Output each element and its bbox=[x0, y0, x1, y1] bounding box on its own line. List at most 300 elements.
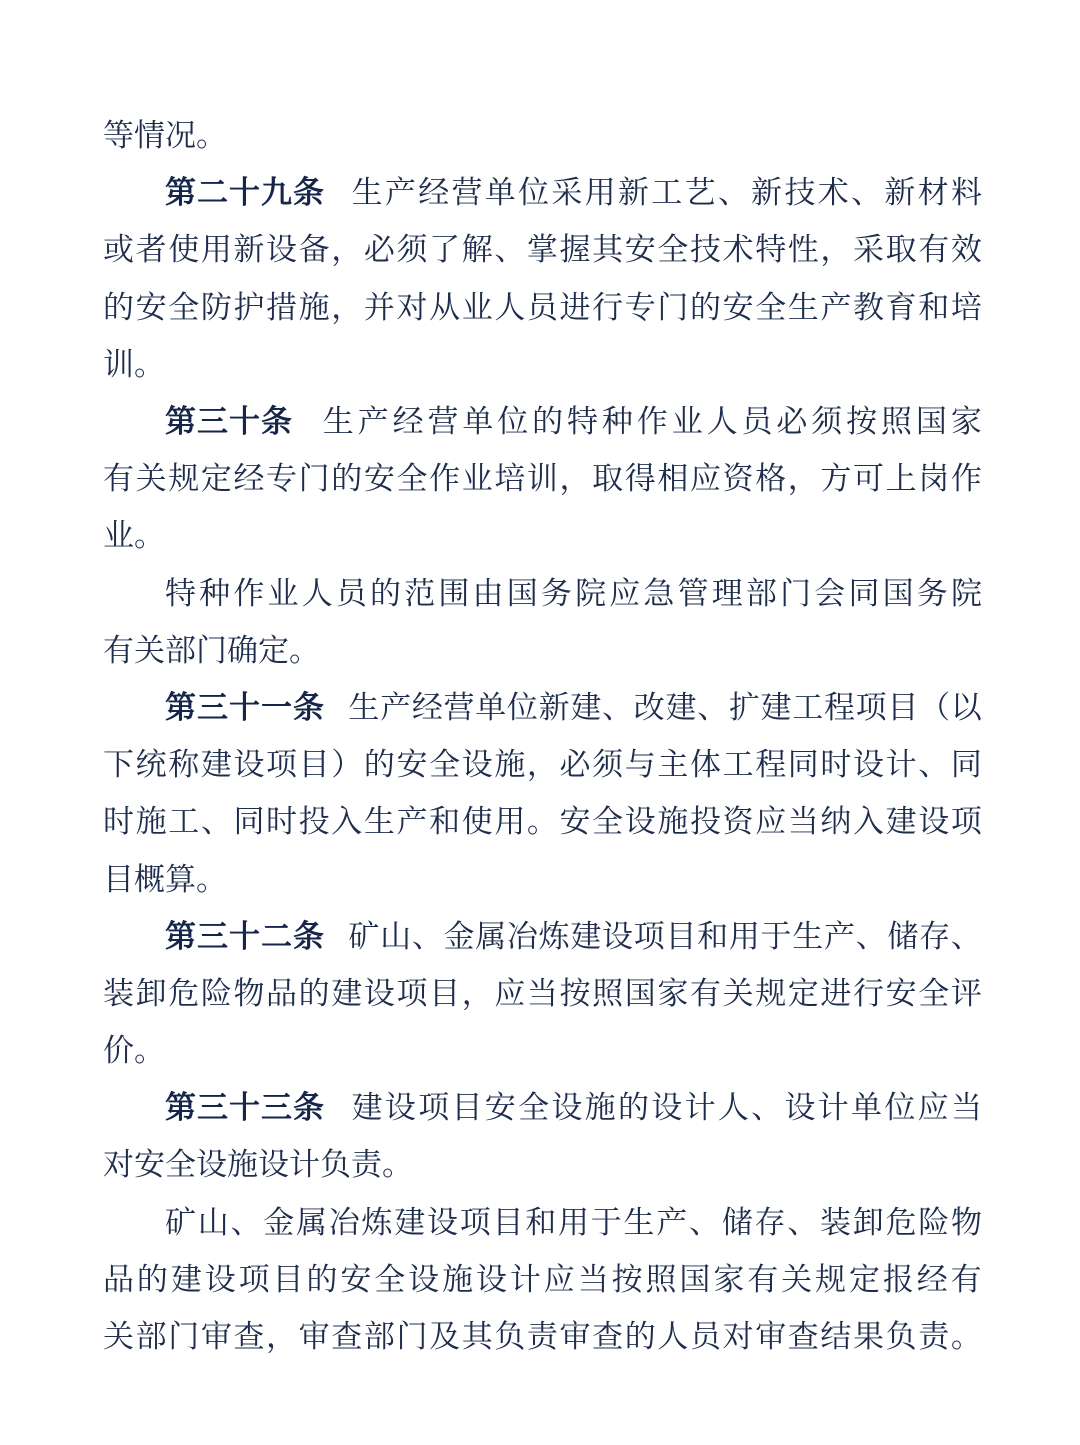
text-char: 、 bbox=[602, 689, 634, 725]
text-char: 效 bbox=[950, 232, 982, 268]
text-line bbox=[103, 447, 982, 504]
text-line bbox=[103, 104, 982, 161]
text-line bbox=[103, 390, 982, 447]
text-char: 计 bbox=[684, 1090, 716, 1126]
text-char: 从 bbox=[429, 289, 461, 325]
text-char: 人 bbox=[494, 289, 526, 325]
text-char: 、 bbox=[200, 804, 232, 840]
text-char: 属 bbox=[475, 918, 507, 954]
text-char: 施 bbox=[298, 289, 330, 325]
text-char: 建 bbox=[170, 1261, 202, 1297]
text-char: 专 bbox=[624, 289, 656, 325]
article-number: 第三十三条 bbox=[165, 1090, 325, 1126]
text-char: 术 bbox=[817, 175, 849, 211]
text-char: 建 bbox=[760, 689, 792, 725]
text-char: 体 bbox=[689, 747, 721, 783]
text-run: 价。 bbox=[103, 1033, 165, 1069]
text-char: 同 bbox=[787, 747, 819, 783]
text-char: 生 bbox=[351, 175, 383, 211]
text-char: 施 bbox=[494, 747, 526, 783]
text-char: 产 bbox=[823, 918, 855, 954]
text-line bbox=[103, 1133, 982, 1190]
text-char: 时 bbox=[820, 747, 852, 783]
text-char: 业 bbox=[267, 575, 299, 611]
text-char: 门 bbox=[298, 461, 330, 497]
text-char: 全 bbox=[396, 461, 428, 497]
text-char: 项 bbox=[950, 804, 982, 840]
text-char: 生 bbox=[363, 804, 395, 840]
text-char: 金 bbox=[443, 918, 475, 954]
text-char: 结 bbox=[820, 1319, 852, 1355]
text-char: 建 bbox=[200, 747, 232, 783]
text-char: 计 bbox=[885, 747, 917, 783]
text-char: 务 bbox=[916, 575, 948, 611]
text-char: 施 bbox=[442, 1261, 474, 1297]
text-char: ， bbox=[820, 232, 852, 268]
article-number: 第三十一条 bbox=[165, 689, 325, 725]
text-char: 的 bbox=[306, 1261, 338, 1297]
text-char: 家 bbox=[713, 1261, 745, 1297]
text-char: 采 bbox=[853, 232, 885, 268]
text-char: 项 bbox=[633, 918, 665, 954]
text-char: 项 bbox=[459, 1204, 491, 1240]
text-char: 项 bbox=[396, 975, 428, 1011]
text-char: 国 bbox=[679, 1261, 711, 1297]
text-char: 设 bbox=[204, 1261, 236, 1297]
text-line bbox=[103, 905, 982, 962]
text-char: 安 bbox=[340, 1261, 372, 1297]
text-char: 、 bbox=[697, 689, 729, 725]
text-char: 时 bbox=[266, 804, 298, 840]
text-char: 经 bbox=[392, 404, 424, 440]
text-char: 设 bbox=[461, 747, 493, 783]
text-char: 上 bbox=[885, 461, 917, 497]
text-char: 解 bbox=[461, 232, 493, 268]
text-char: 、 bbox=[751, 1090, 783, 1126]
text-char: 、 bbox=[494, 232, 526, 268]
text-char: 。 bbox=[526, 804, 558, 840]
text-char: 项 bbox=[855, 689, 887, 725]
text-char: 员 bbox=[335, 575, 367, 611]
text-char: 掌 bbox=[526, 232, 558, 268]
text-char: 相 bbox=[657, 461, 689, 497]
text-char: 训 bbox=[526, 461, 558, 497]
text-char: 和 bbox=[918, 289, 950, 325]
text-char: 查 bbox=[592, 1319, 624, 1355]
text-char: 业 bbox=[461, 461, 493, 497]
text-char: 及 bbox=[429, 1319, 461, 1355]
text-char: 改 bbox=[633, 689, 665, 725]
text-char: 查 bbox=[233, 1319, 265, 1355]
text-char: 作 bbox=[429, 461, 461, 497]
text-char: 下 bbox=[103, 747, 134, 783]
text-char: 须 bbox=[396, 232, 428, 268]
text-char: 查 bbox=[331, 1319, 363, 1355]
text-char: 时 bbox=[103, 804, 134, 840]
text-char: 施 bbox=[657, 804, 689, 840]
text-char: 位 bbox=[518, 175, 550, 211]
text-char: 项 bbox=[238, 1261, 270, 1297]
text-char: 物 bbox=[233, 975, 265, 1011]
text-char: 安 bbox=[396, 747, 428, 783]
text-char: 称 bbox=[168, 747, 200, 783]
text-char: 的 bbox=[689, 289, 721, 325]
text-char: 培 bbox=[950, 289, 982, 325]
text-char: 山 bbox=[380, 918, 412, 954]
article-number: 第二十九条 bbox=[165, 175, 325, 211]
text-char: ， bbox=[526, 747, 558, 783]
text-char: 设 bbox=[853, 747, 885, 783]
text-char: 生 bbox=[623, 1204, 655, 1240]
text-char: 产 bbox=[357, 404, 389, 440]
text-char: 经 bbox=[411, 689, 443, 725]
text-char: 应 bbox=[494, 975, 526, 1011]
text-char: 照 bbox=[645, 1261, 677, 1297]
text-char: 新 bbox=[233, 232, 265, 268]
text-char: 应 bbox=[609, 575, 641, 611]
text-line bbox=[103, 504, 982, 561]
text-char: 应 bbox=[755, 804, 787, 840]
text-char: 对 bbox=[396, 289, 428, 325]
text-char: 务 bbox=[540, 575, 572, 611]
text-char: 家 bbox=[657, 975, 689, 1011]
text-char: 金 bbox=[263, 1204, 295, 1240]
text-char: 作 bbox=[636, 404, 668, 440]
text-char: 措 bbox=[266, 289, 298, 325]
text-char: 人 bbox=[301, 575, 333, 611]
text-char: 经 bbox=[916, 1261, 948, 1297]
text-char: 性 bbox=[787, 232, 819, 268]
text-line bbox=[103, 562, 982, 619]
text-char: 危 bbox=[885, 1204, 917, 1240]
text-char: 险 bbox=[918, 1204, 950, 1240]
text-char: 必 bbox=[776, 404, 808, 440]
text-char: 入 bbox=[853, 804, 885, 840]
text-line bbox=[103, 847, 982, 904]
text-char: 有 bbox=[747, 1261, 779, 1297]
text-char: 计 bbox=[509, 1261, 541, 1297]
text-char: 装 bbox=[103, 975, 134, 1011]
text-char: 扩 bbox=[728, 689, 760, 725]
text-char: 、 bbox=[717, 175, 749, 211]
text-char: 定 bbox=[848, 1261, 880, 1297]
text-char: 建 bbox=[570, 918, 602, 954]
text-char: 其 bbox=[592, 232, 624, 268]
text-line bbox=[103, 1305, 982, 1362]
text-char: 门 bbox=[168, 1319, 200, 1355]
text-run: 目概算。 bbox=[103, 861, 227, 897]
text-char: 安 bbox=[363, 461, 395, 497]
text-char: 目 bbox=[665, 918, 697, 954]
text-line bbox=[103, 1019, 982, 1076]
text-char: 投 bbox=[689, 804, 721, 840]
text-char: 全 bbox=[518, 1090, 550, 1126]
text-char: 人 bbox=[717, 1090, 749, 1126]
text-char: 目 bbox=[492, 1204, 524, 1240]
text-char: 设 bbox=[427, 1204, 458, 1240]
text-char: 工 bbox=[722, 747, 754, 783]
text-char: 经 bbox=[233, 461, 265, 497]
text-char: 设 bbox=[408, 1261, 440, 1297]
text-char: 炼 bbox=[538, 918, 570, 954]
text-char: 教 bbox=[853, 289, 885, 325]
text-char: 全 bbox=[657, 232, 689, 268]
text-char: 设 bbox=[266, 232, 298, 268]
text-char: 专 bbox=[266, 461, 298, 497]
text-char: 和 bbox=[429, 804, 461, 840]
text-char: 的 bbox=[298, 975, 330, 1011]
text-char: 规 bbox=[168, 461, 200, 497]
text-char: 安 bbox=[135, 289, 167, 325]
text-char: 和 bbox=[697, 918, 729, 954]
text-char: 料 bbox=[950, 175, 982, 211]
text-char: 部 bbox=[363, 1319, 395, 1355]
text-char: 矿 bbox=[348, 918, 380, 954]
text-char: 产 bbox=[384, 175, 416, 211]
text-char: 同 bbox=[233, 804, 265, 840]
text-line bbox=[103, 962, 982, 1019]
text-char: 岗 bbox=[918, 461, 950, 497]
text-char: 、 bbox=[851, 175, 883, 211]
text-char: 属 bbox=[296, 1204, 327, 1240]
text-char: 与 bbox=[624, 747, 656, 783]
text-char: 用 bbox=[728, 918, 760, 954]
text-char: 生 bbox=[348, 689, 380, 725]
text-char: 了 bbox=[429, 232, 461, 268]
article-number: 第三十二条 bbox=[165, 918, 325, 954]
text-char: 备 bbox=[298, 232, 330, 268]
text-char: 特 bbox=[567, 404, 599, 440]
text-char: 产 bbox=[820, 289, 852, 325]
text-char: 、 bbox=[787, 1204, 819, 1240]
text-char: 特 bbox=[165, 575, 196, 611]
text-char: ， bbox=[266, 1319, 298, 1355]
text-char: ， bbox=[787, 461, 819, 497]
text-char: 卸 bbox=[852, 1204, 884, 1240]
text-char: 工 bbox=[792, 689, 824, 725]
text-char: 艺 bbox=[684, 175, 716, 211]
text-line bbox=[103, 276, 982, 333]
text-char: 工 bbox=[651, 175, 683, 211]
text-char: 审 bbox=[298, 1319, 330, 1355]
text-char: 行 bbox=[592, 289, 624, 325]
text-char: 生 bbox=[792, 918, 824, 954]
text-char: 或 bbox=[103, 232, 134, 268]
text-char: 有 bbox=[950, 1261, 982, 1297]
text-char: 单 bbox=[462, 404, 494, 440]
text-run: 等情况。 bbox=[103, 118, 227, 154]
text-char: 院 bbox=[950, 575, 982, 611]
text-char: 人 bbox=[657, 1319, 689, 1355]
text-char: 者 bbox=[135, 232, 167, 268]
text-char: 格 bbox=[755, 461, 787, 497]
text-char: 当 bbox=[526, 975, 558, 1011]
text-char: 材 bbox=[917, 175, 949, 211]
text-char: 责 bbox=[526, 1319, 558, 1355]
text-char: 国 bbox=[915, 404, 947, 440]
text-char: 的 bbox=[370, 575, 402, 611]
text-char: 物 bbox=[951, 1204, 982, 1240]
text-char: 建 bbox=[331, 975, 363, 1011]
text-char: 按 bbox=[611, 1261, 643, 1297]
text-char: 使 bbox=[461, 804, 493, 840]
text-char: 新 bbox=[884, 175, 916, 211]
text-char: 建 bbox=[665, 689, 697, 725]
text-char: 产 bbox=[656, 1204, 688, 1240]
text-char: 审 bbox=[559, 1319, 591, 1355]
text-char: 安 bbox=[885, 975, 917, 1011]
text-char: 部 bbox=[745, 575, 777, 611]
text-line bbox=[103, 1248, 982, 1305]
text-char: 安 bbox=[484, 1090, 516, 1126]
text-run: 业。 bbox=[103, 518, 165, 554]
text-char: 果 bbox=[853, 1319, 885, 1355]
text-char: 营 bbox=[427, 404, 459, 440]
text-char: 冶 bbox=[506, 918, 538, 954]
text-char: 以 bbox=[950, 689, 982, 725]
text-char: ， bbox=[559, 461, 591, 497]
text-char: 按 bbox=[846, 404, 878, 440]
text-char: 会 bbox=[814, 575, 846, 611]
text-char: 于 bbox=[760, 918, 792, 954]
text-run: 有关部门确定。 bbox=[103, 632, 320, 668]
text-char: 有 bbox=[103, 461, 134, 497]
text-char: 建 bbox=[351, 1090, 383, 1126]
text-char: 报 bbox=[882, 1261, 914, 1297]
text-char: 单 bbox=[475, 689, 507, 725]
text-char: 业 bbox=[671, 404, 703, 440]
text-char: 握 bbox=[559, 232, 591, 268]
text-char: 产 bbox=[380, 689, 412, 725]
text-char: 的 bbox=[136, 1261, 168, 1297]
text-line bbox=[103, 1076, 982, 1133]
text-char: 、 bbox=[918, 747, 950, 783]
text-char: 生 bbox=[787, 289, 819, 325]
text-char: 责 bbox=[918, 1319, 950, 1355]
text-char: 定 bbox=[200, 461, 232, 497]
text-char: 当 bbox=[577, 1261, 609, 1297]
text-char: 管 bbox=[677, 575, 709, 611]
text-char: 建 bbox=[394, 1204, 426, 1240]
text-char: 设 bbox=[475, 1261, 507, 1297]
text-char: 技 bbox=[689, 232, 721, 268]
text-char: 目 bbox=[298, 747, 330, 783]
text-char: 应 bbox=[543, 1261, 575, 1297]
text-char: 必 bbox=[559, 747, 591, 783]
text-char: 计 bbox=[817, 1090, 849, 1126]
text-line bbox=[103, 218, 982, 275]
text-char: 国 bbox=[506, 575, 538, 611]
text-char: 得 bbox=[624, 461, 656, 497]
text-char: 规 bbox=[815, 1261, 847, 1297]
text-char: 员 bbox=[689, 1319, 721, 1355]
text-char: 理 bbox=[711, 575, 743, 611]
text-char: 全 bbox=[168, 289, 200, 325]
text-char: 采 bbox=[551, 175, 583, 211]
text-char: 位 bbox=[506, 689, 538, 725]
text-char: 院 bbox=[575, 575, 607, 611]
text-run: 训。 bbox=[103, 346, 165, 382]
text-char: 规 bbox=[755, 975, 787, 1011]
text-char: 的 bbox=[532, 404, 564, 440]
text-char: 的 bbox=[363, 747, 395, 783]
text-char: 照 bbox=[881, 404, 913, 440]
text-char: ， bbox=[331, 289, 363, 325]
text-char: 国 bbox=[882, 575, 914, 611]
text-char: 用 bbox=[200, 232, 232, 268]
text-char: 全 bbox=[592, 804, 624, 840]
text-char: 其 bbox=[461, 1319, 493, 1355]
text-char: 必 bbox=[363, 232, 395, 268]
text-char: （ bbox=[919, 689, 951, 725]
text-char: 评 bbox=[950, 975, 982, 1011]
text-line bbox=[103, 333, 982, 390]
text-char: 资 bbox=[722, 804, 754, 840]
text-char: 位 bbox=[884, 1090, 916, 1126]
text-char: ， bbox=[331, 232, 363, 268]
text-char: 可 bbox=[853, 461, 885, 497]
text-char: 和 bbox=[525, 1204, 557, 1240]
text-char: 围 bbox=[438, 575, 470, 611]
text-char: 品 bbox=[103, 1261, 134, 1297]
text-char: 新 bbox=[617, 175, 649, 211]
text-char: 查 bbox=[787, 1319, 819, 1355]
text-char: ） bbox=[331, 747, 363, 783]
text-char: 关 bbox=[103, 1319, 134, 1355]
text-char: 技 bbox=[784, 175, 816, 211]
text-char: 有 bbox=[689, 975, 721, 1011]
text-char: 审 bbox=[200, 1319, 232, 1355]
text-char: 生 bbox=[322, 404, 354, 440]
text-char: 新 bbox=[751, 175, 783, 211]
text-char: 产 bbox=[396, 804, 428, 840]
text-char: 入 bbox=[331, 804, 363, 840]
text-char: 同 bbox=[950, 747, 982, 783]
text-char: 危 bbox=[168, 975, 200, 1011]
text-char: ， bbox=[461, 975, 493, 1011]
text-char: 部 bbox=[135, 1319, 167, 1355]
text-char: 、 bbox=[689, 1204, 720, 1240]
text-char: 卸 bbox=[135, 975, 167, 1011]
text-char: 工 bbox=[168, 804, 200, 840]
text-char: 审 bbox=[755, 1319, 787, 1355]
text-char: 主 bbox=[657, 747, 689, 783]
text-char: 员 bbox=[526, 289, 558, 325]
text-char: 设 bbox=[233, 747, 265, 783]
text-char: 国 bbox=[624, 975, 656, 1011]
text-char: 按 bbox=[559, 975, 591, 1011]
text-char: 种 bbox=[601, 404, 633, 440]
text-char: 目 bbox=[451, 1090, 483, 1126]
text-char: 的 bbox=[624, 1319, 656, 1355]
text-char: 用 bbox=[584, 175, 616, 211]
text-char: 须 bbox=[811, 404, 843, 440]
text-char: 取 bbox=[885, 232, 917, 268]
text-char: 设 bbox=[363, 975, 395, 1011]
text-char: 全 bbox=[755, 289, 787, 325]
text-char: 由 bbox=[472, 575, 504, 611]
text-char: 目 bbox=[429, 975, 461, 1011]
text-char: 照 bbox=[592, 975, 624, 1011]
text-char: 设 bbox=[918, 804, 950, 840]
text-char: 位 bbox=[497, 404, 529, 440]
text-char: 、 bbox=[230, 1204, 262, 1240]
text-char: 安 bbox=[624, 232, 656, 268]
text-char: 对 bbox=[722, 1319, 754, 1355]
text-char: 安 bbox=[722, 289, 754, 325]
text-char: 全 bbox=[374, 1261, 406, 1297]
text-line bbox=[103, 676, 982, 733]
